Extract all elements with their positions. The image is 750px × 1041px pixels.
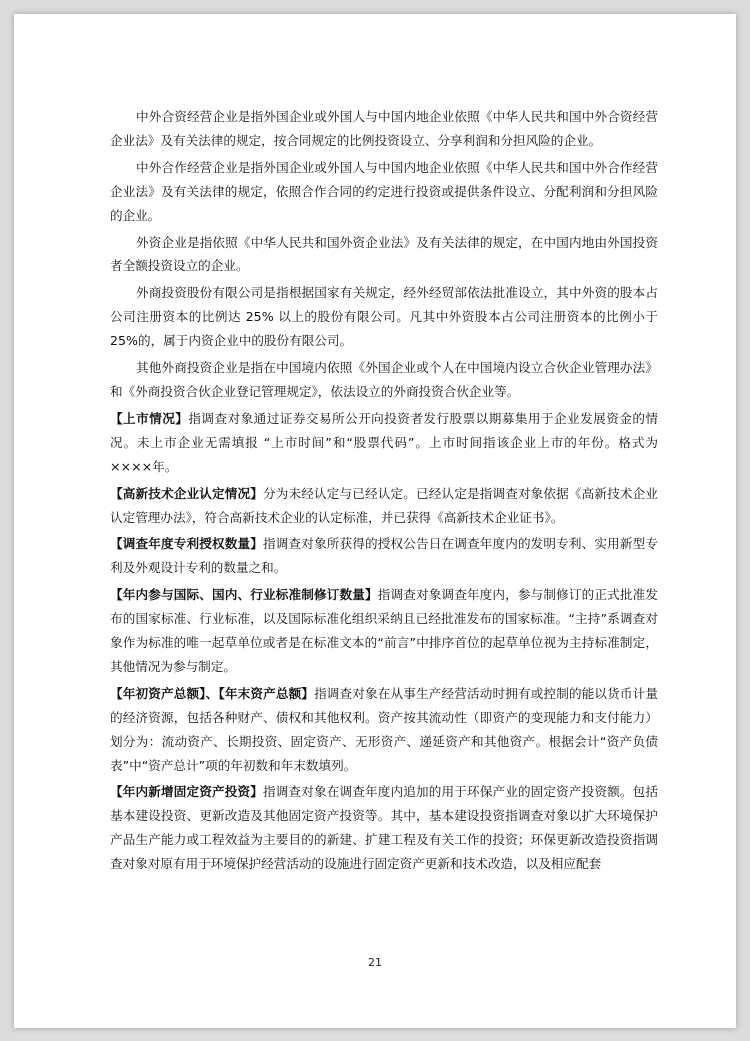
definition-standards-count	[110, 583, 658, 679]
definition-total-assets	[110, 682, 658, 778]
paragraph-other-foreign-invested: 其他外商投资企业是指在中国境内依照《外国企业或个人在中国境内设立合伙企业管理办法》和《外商投资合伙企业登记管理规定》，依法设立的外商投资合伙企业等。	[110, 360, 658, 399]
definition-text: 分为未经认定与已经认定。已经认定是指调查对象依据《高新技术企业认定管理办法》，符合高新技术企业的认定标准，并已获得《高新技术企业证书》。	[110, 485, 659, 525]
definition-listing-status	[110, 407, 658, 479]
definition-term: 【上市情况】	[110, 410, 189, 426]
definition-new-fixed-asset-investment	[110, 780, 658, 876]
definition-patent-count	[110, 532, 658, 580]
definition-text: 指调查对象通过证券交易所公开向投资者发行股票以期募集用于企业发展资金的情况。未上市企业无需填报 “上市时间”和“股票代码”。上市时间指该企业上市的年份。格式为××××年。	[110, 410, 659, 474]
definition-high-tech-certification	[110, 482, 658, 530]
definition-text: 指调查对象在调查年度内追加的用于环保产业的固定资产投资额。包括基本建设投资、更新改造及其他固定资产投资等。其中，基本建设投资指调查对象以扩大环境保护产品生产能力或工程效益为主要目的的新建、扩建工程及有关工作的投资；环保更新改造投资指调查对象对原有用于环境保护经营活动的设施进行固定资产更新和技术改造，以及相应配套	[110, 784, 659, 872]
paragraph-sino-foreign-equity-jv: 中外合资经营企业是指外国企业或外国人与中国内地企业依照《中华人民共和国中外合资经营企业法》及有关法律的规定，按合同规定的比例投资设立、分享利润和分担风险的企业。	[110, 109, 658, 148]
definition-term: 【高新技术企业认定情况】	[110, 485, 263, 501]
definition-term: 【年内新增固定资产投资】	[110, 784, 263, 800]
paragraph-wholly-foreign-owned: 外资企业是指依照《中华人民共和国外资企业法》及有关法律的规定，在中国内地由外国投资者全额投资设立的企业。	[110, 234, 658, 274]
page-body	[110, 105, 658, 879]
definition-term: 【调查年度专利授权数量】	[110, 536, 263, 552]
definition-text: 指调查对象在从事生产经营活动时拥有或控制的能以货币计量的经济资源，包括各种财产、债权和其他权利。资产按其流动性（即资产的变现能力和支付能力）划分为：流动资产、长期投资、固定资产、无形资产、递延资产和其他资产。根据会计“资产负债表”中“资产总计”项的年初数和年末数填列。	[110, 685, 659, 773]
document-page	[14, 14, 736, 1028]
paragraph-foreign-invested-joint-stock: 外商投资股份有限公司是指根据国家有关规定，经外经贸部依法批准设立，其中外资的股本占公司注册资本的比例达 25% 以上的股份有限公司。凡其中外资股本占公司注册资本的比例小于 25%的，属于内资企业中的股份有限公司。	[110, 285, 658, 349]
definition-text: 指调查对象所获得的授权公告日在调查年度内的发明专利、实用新型专利及外观设计专利的数量之和。	[110, 536, 659, 576]
definition-text: 指调查对象调查年度内，参与制修订的正式批准发布的国家标准、行业标准，以及国际标准化组织采纳且已经批准发布的国家标准。“主持”系调查对象作为标准的唯一起草单位或者是在标准文本的“前言”中排序首位的起草单位视为主持标准制定，其他情况为参与制定。	[110, 587, 659, 674]
paragraph-sino-foreign-cooperative-jv: 中外合作经营企业是指外国企业或外国人与中国内地企业依照《中华人民共和国中外合作经营企业法》及有关法律的规定，依照合作合同的约定进行投资或提供条件设立、分配利润和分担风险的企业。	[110, 159, 658, 223]
page-number: 21	[368, 956, 382, 969]
definition-term: 【年内参与国际、国内、行业标准制修订数量】	[110, 587, 378, 603]
definition-term: 【年初资产总额】、【年末资产总额】	[110, 685, 315, 701]
